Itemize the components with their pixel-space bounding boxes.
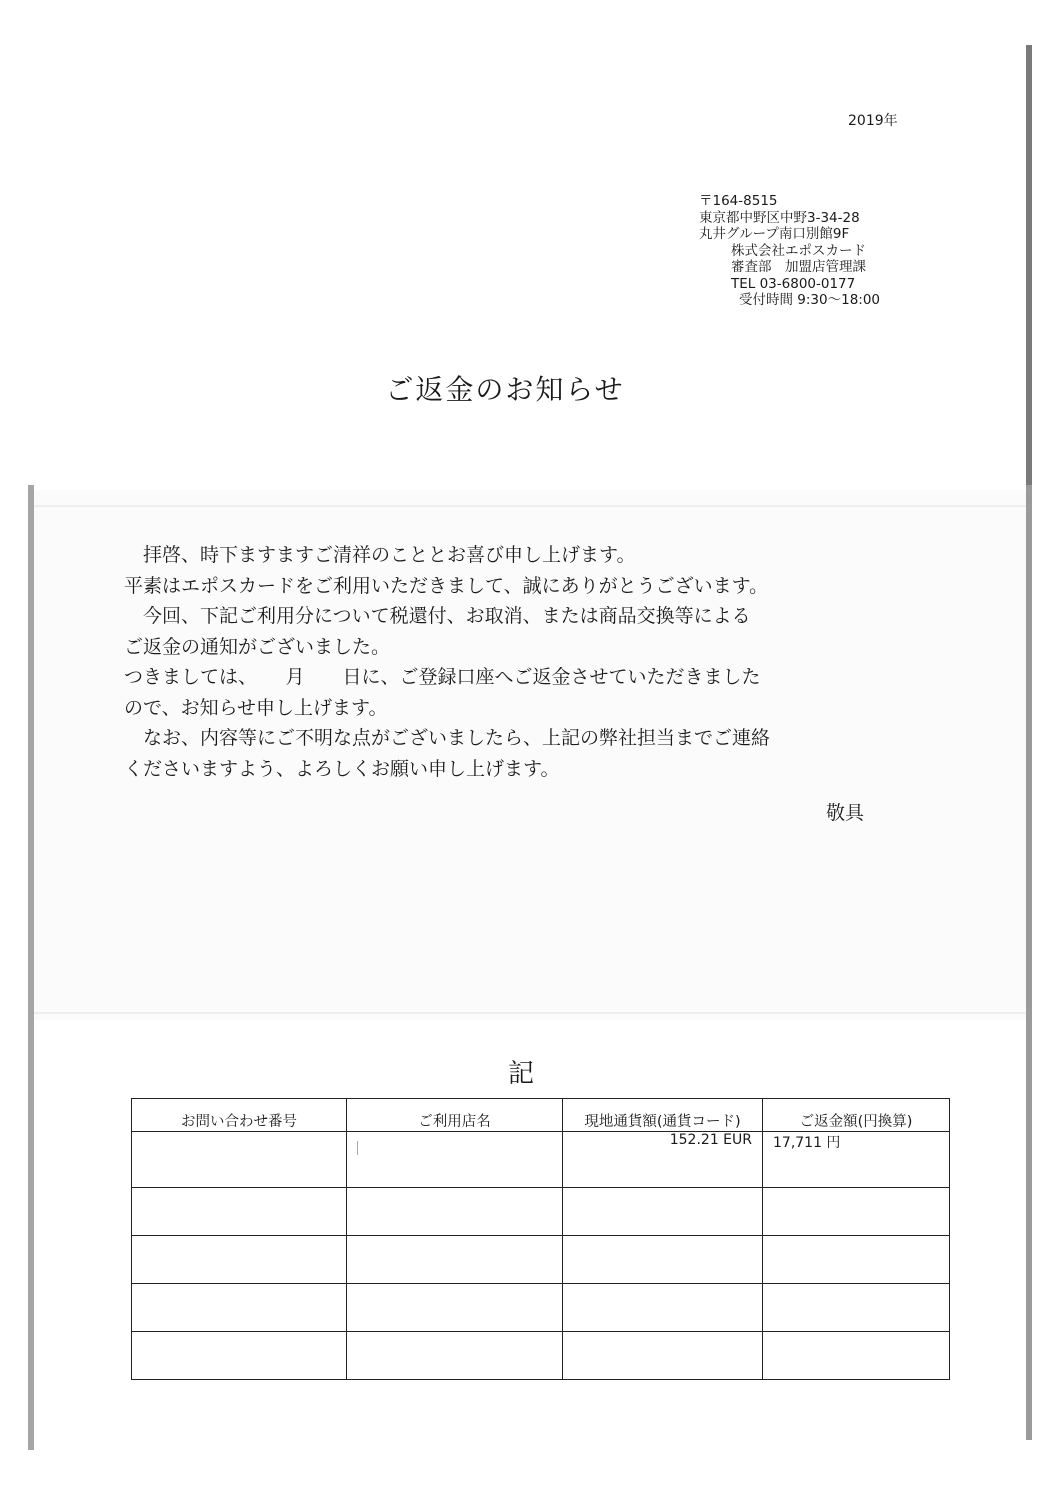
redaction-mark <box>357 1141 358 1155</box>
cell-inquiry <box>132 1132 347 1188</box>
cell-store <box>347 1188 563 1236</box>
table-row <box>132 1188 950 1236</box>
cell-store <box>347 1132 563 1188</box>
body-line: つきましては、 月 日に、ご登録口座へご返金させていただきました <box>124 666 761 688</box>
table-row <box>132 1284 950 1332</box>
refund-table <box>131 1098 950 1380</box>
cell-local-amount: 152.21 EUR <box>563 1132 763 1188</box>
ki-heading: 記 <box>507 1059 534 1089</box>
header-local-amount: 現地通貨額(通貨コード) <box>563 1099 763 1132</box>
cell-store <box>347 1236 563 1284</box>
document-title: ご返金のお知らせ <box>385 373 625 406</box>
fold-line-top <box>34 505 1026 507</box>
cell-local-amount <box>563 1188 763 1236</box>
letter-body <box>124 540 770 784</box>
fold-line-bottom <box>34 1012 1026 1014</box>
cell-store <box>347 1284 563 1332</box>
body-line: ご返金の通知がございました。 <box>124 635 391 658</box>
cell-inquiry <box>132 1332 347 1380</box>
header-store-name: ご利用店名 <box>347 1099 563 1132</box>
cell-local-amount <box>563 1332 763 1380</box>
cell-store <box>347 1332 563 1380</box>
table-row <box>132 1132 950 1188</box>
sender-hours: 受付時間 9:30～18:00 <box>739 292 881 308</box>
scan-edge-right-top <box>1026 45 1032 485</box>
body-line: ので、お知らせ申し上げます。 <box>124 696 388 719</box>
sender-postal: 〒164-8515 <box>699 193 778 209</box>
sender-company: 株式会社エポスカード <box>731 242 866 259</box>
cell-refund <box>763 1188 950 1236</box>
body-line: なお、内容等にご不明な点がございましたら、上記の弊社担当までご連絡 <box>124 727 771 749</box>
sender-tel: TEL 03-6800-0177 <box>731 275 856 292</box>
table-row <box>132 1332 950 1380</box>
cell-refund <box>763 1236 950 1284</box>
header-inquiry-number: お問い合わせ番号 <box>132 1099 347 1132</box>
cell-local-amount <box>563 1236 763 1284</box>
sender-address-1: 東京都中野区中野3-34-28 <box>699 209 860 226</box>
body-line: くださいますよう、よろしくお願い申し上げます。 <box>124 757 560 780</box>
table-row <box>132 1236 950 1284</box>
body-line: 平素はエポスカードをご利用いただきまして、誠にありがとうございます。 <box>124 574 769 597</box>
sender-address-2: 丸井グループ南口別館9F <box>699 226 850 242</box>
cell-local-amount <box>563 1284 763 1332</box>
body-line: 拝啓、時下ますますご清祥のこととお喜び申し上げます。 <box>124 544 636 566</box>
sender-department: 審査部 加盟店管理課 <box>731 259 866 275</box>
cell-inquiry <box>132 1188 347 1236</box>
cell-inquiry <box>132 1236 347 1284</box>
cell-refund <box>763 1284 950 1332</box>
body-line: 今回、下記ご利用分について税還付、お取消、または商品交換等による <box>124 605 751 627</box>
cell-refund: 17,711 円 <box>763 1132 950 1188</box>
closing-keigu: 敬具 <box>826 802 865 824</box>
table-header-row <box>132 1099 950 1132</box>
cell-inquiry <box>132 1284 347 1332</box>
cell-refund <box>763 1332 950 1380</box>
issue-date: 2019年 <box>848 113 898 129</box>
scan-edge-left <box>28 485 34 1450</box>
header-refund-amount: ご返金額(円換算) <box>763 1099 950 1132</box>
sender-block <box>699 193 880 309</box>
